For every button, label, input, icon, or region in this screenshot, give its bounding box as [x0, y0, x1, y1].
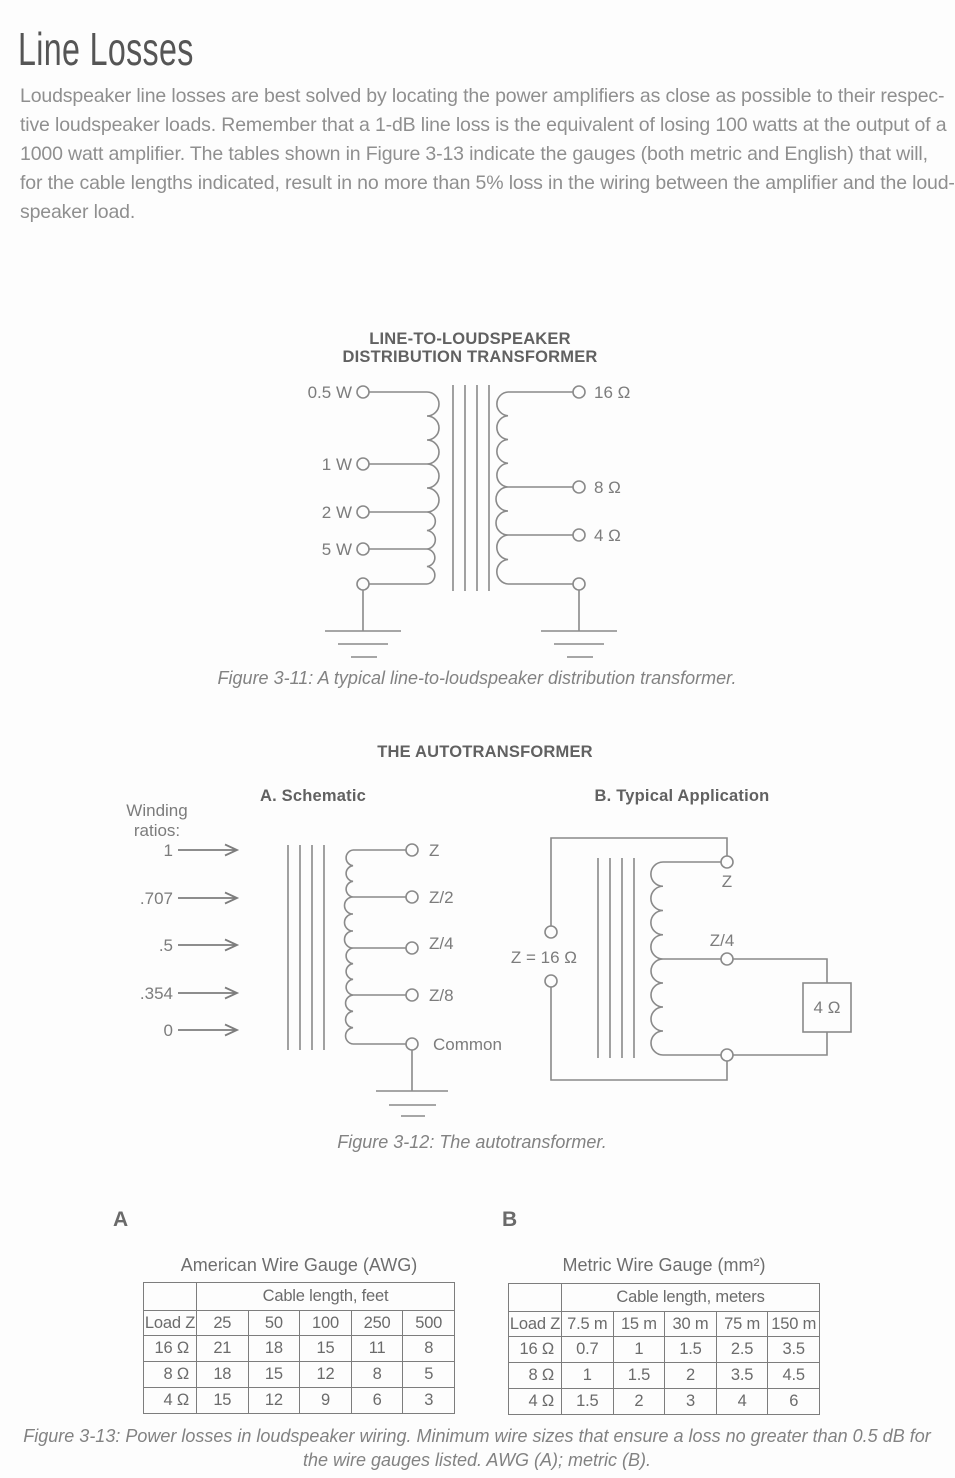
winding-ratios-label-line2: ratios:: [133, 821, 181, 840]
awg-col-header: 50: [248, 1311, 300, 1336]
fig11-primary-terminals: [357, 386, 369, 590]
intro-line: speaker load.: [20, 201, 136, 223]
awg-value-cell: 8: [351, 1362, 403, 1388]
table-row: [509, 1363, 820, 1389]
fig12-ratio-arrows: [178, 845, 237, 1036]
empty-cell: [509, 1284, 562, 1312]
fig12-schematic-coil: [345, 850, 354, 1044]
metric-col-header: 150 m: [768, 1312, 820, 1337]
awg-col-header: 500: [403, 1311, 455, 1336]
fig11-title-line2: DISTRIBUTION TRANSFORMER: [342, 348, 598, 366]
metric-col-header: 15 m: [613, 1312, 665, 1337]
metric-value-cell: 1: [562, 1363, 614, 1389]
app-top-tap-label: Z: [721, 872, 733, 891]
table-row: [509, 1312, 820, 1337]
awg-span-header: Cable length, feet: [197, 1283, 455, 1311]
metric-value-cell: 3.5: [716, 1363, 768, 1389]
app-z4-tap-label: Z/4: [709, 931, 735, 950]
awg-value-cell: 6: [351, 1388, 403, 1414]
fig11-secondary-tap-label: 4 Ω: [594, 526, 621, 545]
metric-value-cell: 4.5: [768, 1363, 820, 1389]
fig11-secondary-tap-label: 8 Ω: [594, 478, 621, 497]
metric-value-cell: 3: [665, 1389, 717, 1415]
fig12-schematic-tap-wires: [353, 850, 406, 1044]
awg-value-cell: 8: [403, 1336, 455, 1362]
awg-value-cell: 21: [197, 1336, 249, 1362]
awg-value-cell: 15: [248, 1362, 300, 1388]
fig11-ground-right: [541, 590, 617, 657]
fig11-caption: Figure 3-11: A typical line-to-loudspeaker distribution transformer.: [217, 668, 737, 688]
fig12-autotransformer-diagram: [120, 820, 880, 1130]
winding-ratio-value: 0: [163, 1021, 173, 1040]
metric-value-cell: 1.5: [665, 1337, 717, 1363]
fig11-secondary-tap-label: 16 Ω: [594, 383, 631, 402]
winding-ratio-value: .354: [139, 984, 173, 1003]
fig13-caption-line1: Figure 3-13: Power losses in loudspeaker wiring. Minimum wire sizes that ensure a loss no greater than 0.5 dB for: [23, 1426, 931, 1446]
fig11-secondary-coil: [496, 392, 508, 584]
fig13-caption-line2: the wire gauges listed. AWG (A); metric (B).: [302, 1450, 652, 1470]
app-load-label: 4 Ω: [813, 998, 841, 1017]
awg-load-cell: 16 Ω: [144, 1336, 197, 1362]
fig11-distribution-transformer-diagram: [250, 320, 720, 700]
table-row: [509, 1337, 820, 1363]
metric-table: [508, 1283, 820, 1415]
intro-line: 1000 watt amplifier. The tables shown in Figure 3-13 indicate the gauges (both metric and English) that will,: [20, 143, 928, 165]
table-row: [509, 1284, 820, 1312]
table-row: [144, 1362, 455, 1388]
fig12-app-bottom-wire: [551, 987, 727, 1080]
table-row: [144, 1388, 455, 1414]
page-title: Line Losses: [18, 23, 194, 75]
schematic-tap-label: Z/2: [429, 888, 454, 907]
fig12-application-label: B. Typical Application: [594, 787, 770, 805]
metric-col-header: 7.5 m: [562, 1312, 614, 1337]
metric-value-cell: 4: [716, 1389, 768, 1415]
fig12-schematic-core-lines: [288, 845, 324, 1050]
table-a-label: A: [113, 1208, 129, 1231]
awg-value-cell: 15: [197, 1388, 249, 1414]
schematic-tap-label: Common: [433, 1035, 502, 1054]
winding-ratio-value: .5: [158, 936, 173, 955]
metric-value-cell: 1.5: [613, 1363, 665, 1389]
intro-line: for the cable lengths indicated, result in no more than 5% loss in the wiring between the amplifier and the loud-: [20, 172, 955, 194]
fig11-primary-tap-label: 2 W: [321, 503, 352, 522]
metric-value-cell: 2.5: [716, 1337, 768, 1363]
awg-value-cell: 5: [403, 1362, 455, 1388]
fig12-schematic-terminals: [406, 844, 418, 1050]
fig12-app-top-wire: [551, 838, 727, 926]
table-row: [144, 1283, 455, 1311]
fig11-secondary-terminals: [573, 386, 585, 590]
winding-ratio-value: 1: [163, 841, 173, 860]
app-source-impedance-label: Z = 16 Ω: [510, 948, 577, 967]
fig12-app-core-lines: [598, 858, 634, 1058]
schematic-tap-label: Z/4: [429, 934, 454, 953]
awg-col-header: 250: [351, 1311, 403, 1336]
fig11-primary-coil: [427, 392, 439, 584]
fig12-app-tap-wires: [663, 862, 721, 1055]
metric-value-cell: 1: [613, 1337, 665, 1363]
metric-value-cell: 6: [768, 1389, 820, 1415]
fig11-ground-left: [325, 590, 401, 657]
awg-value-cell: 3: [403, 1388, 455, 1414]
winding-ratios-label-line1: Winding: [126, 801, 188, 820]
fig11-core-lines: [453, 385, 489, 591]
fig11-primary-tap-label: 0.5 W: [307, 383, 352, 402]
awg-value-cell: 18: [197, 1362, 249, 1388]
metric-table-title: Metric Wire Gauge (mm²): [562, 1255, 766, 1275]
awg-value-cell: 11: [351, 1336, 403, 1362]
fig11-secondary-tap-wires: [508, 392, 573, 584]
table-row: [509, 1389, 820, 1415]
metric-col-header: 30 m: [665, 1312, 717, 1337]
schematic-tap-label: Z/8: [429, 986, 454, 1005]
awg-value-cell: 15: [300, 1336, 352, 1362]
awg-value-cell: 9: [300, 1388, 352, 1414]
table-row: [144, 1311, 455, 1336]
schematic-tap-label: Z: [429, 841, 440, 860]
metric-col-header: 75 m: [716, 1312, 768, 1337]
intro-line: tive loudspeaker loads. Remember that a 1-dB line loss is the equivalent of losing 100 watts at the output of a: [20, 114, 947, 136]
awg-value-cell: 18: [248, 1336, 300, 1362]
fig11-primary-tap-label: 1 W: [321, 455, 352, 474]
fig12-schematic-label: A. Schematic: [259, 787, 367, 805]
fig12-app-coil: [651, 862, 663, 1055]
metric-value-cell: 2: [665, 1363, 717, 1389]
metric-row-header: Load Z: [509, 1312, 562, 1337]
fig12-schematic-ground: [376, 1050, 448, 1116]
fig11-title-line1: LINE-TO-LOUDSPEAKER: [369, 330, 571, 348]
metric-value-cell: 0.7: [562, 1337, 614, 1363]
fig12-title: THE AUTOTRANSFORMER: [377, 743, 593, 761]
empty-cell: [144, 1283, 197, 1311]
intro-line: Loudspeaker line losses are best solved by locating the power amplifiers as close as possible to their respec-: [20, 85, 945, 107]
fig12-caption: Figure 3-12: The autotransformer.: [337, 1132, 607, 1152]
awg-load-cell: 4 Ω: [144, 1388, 197, 1414]
table-b-label: B: [502, 1208, 518, 1231]
table-row: [144, 1336, 455, 1362]
awg-value-cell: 12: [300, 1362, 352, 1388]
awg-table: [143, 1282, 455, 1414]
awg-load-cell: 8 Ω: [144, 1362, 197, 1388]
metric-value-cell: 2: [613, 1389, 665, 1415]
metric-span-header: Cable length, meters: [562, 1284, 820, 1312]
winding-ratio-value: .707: [139, 889, 173, 908]
fig11-primary-tap-label: 5 W: [321, 540, 352, 559]
metric-load-cell: 8 Ω: [509, 1363, 562, 1389]
awg-row-header: Load Z: [144, 1311, 197, 1336]
awg-col-header: 100: [300, 1311, 352, 1336]
fig11-primary-tap-wires: [369, 392, 427, 584]
metric-load-cell: 16 Ω: [509, 1337, 562, 1363]
metric-value-cell: 3.5: [768, 1337, 820, 1363]
metric-load-cell: 4 Ω: [509, 1389, 562, 1415]
metric-value-cell: 1.5: [562, 1389, 614, 1415]
awg-col-header: 25: [197, 1311, 249, 1336]
awg-table-title: American Wire Gauge (AWG): [180, 1255, 418, 1275]
awg-value-cell: 12: [248, 1388, 300, 1414]
